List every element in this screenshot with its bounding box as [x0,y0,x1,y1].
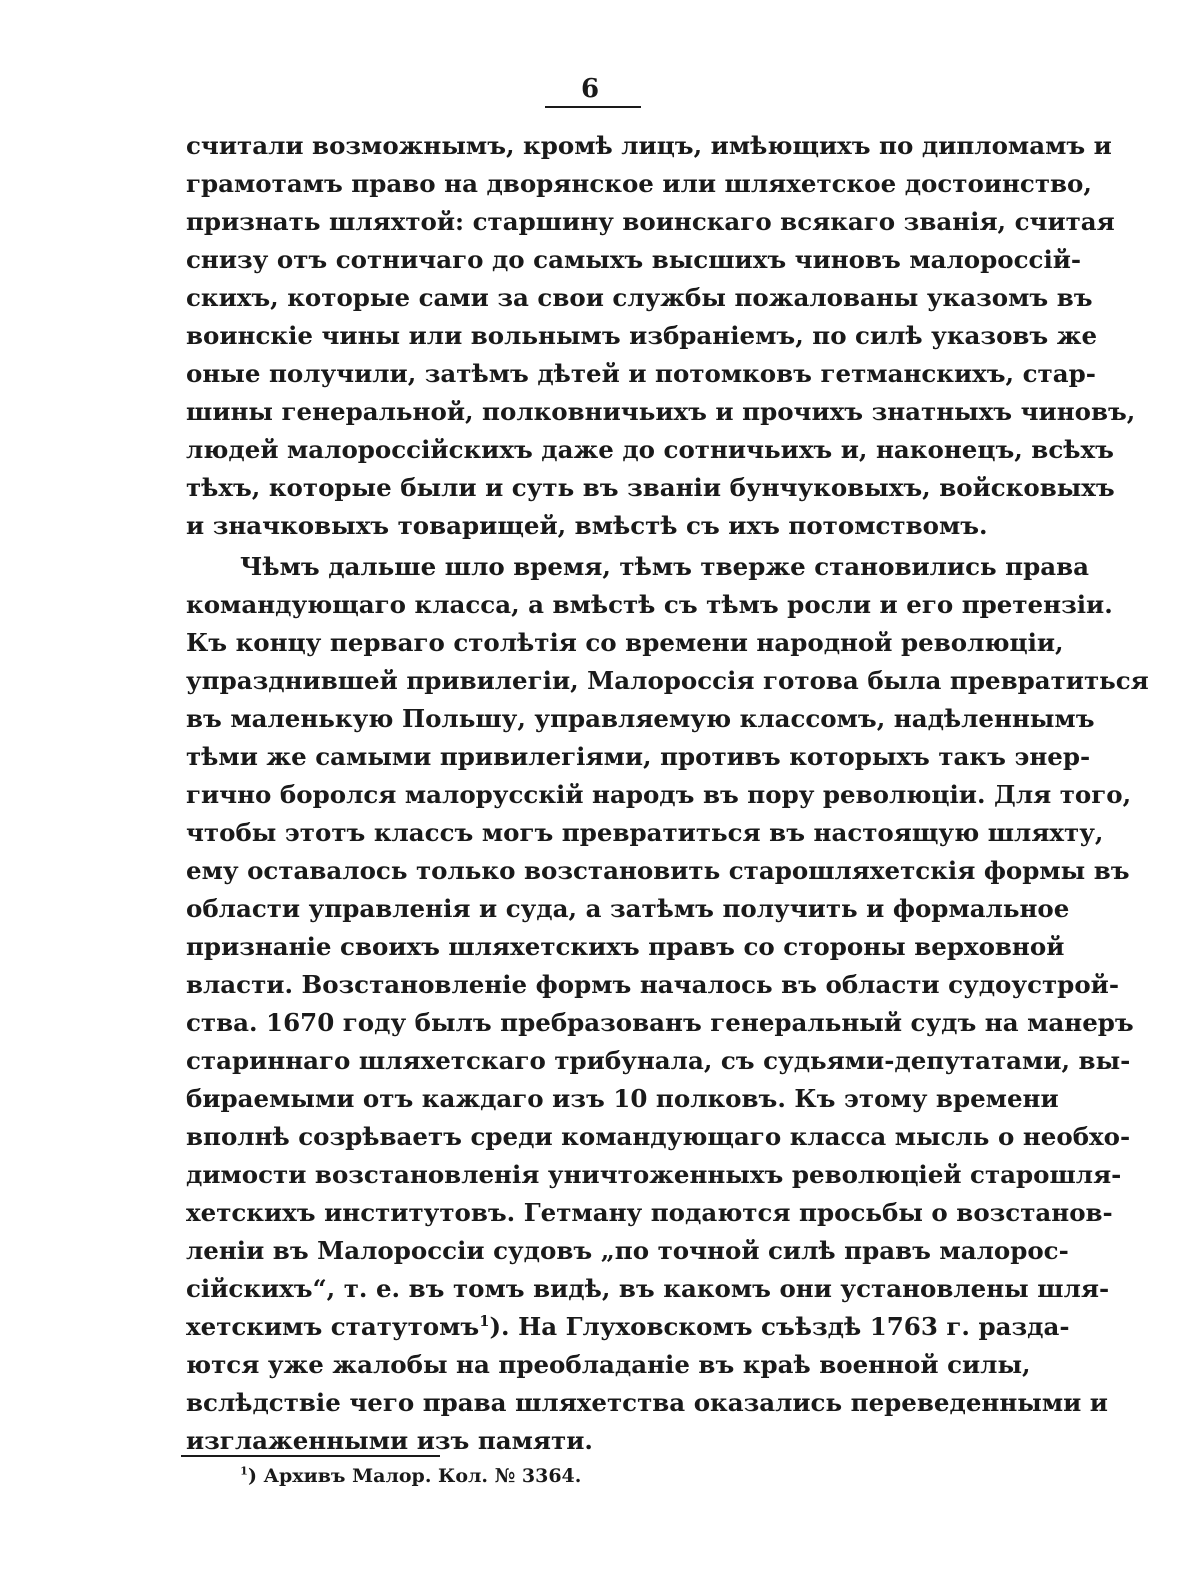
text-line: грамотамъ право на дворянское или шляхетское достоинство, [186,169,1092,198]
text-line: изглаженными изъ памяти. [186,1426,593,1455]
text-line: и значковыхъ товарищей, вмѣстѣ съ ихъ потомствомъ. [186,511,988,540]
text-line: упразднившей привилегіи, Малороссія готова была превратиться [186,666,1149,695]
text-line: сійскихъ“, т. е. въ томъ видѣ, въ какомъ они установлены шля- [186,1274,1110,1303]
footnote-mark: 1 [240,1463,248,1478]
text-line: димости возстановленія уничтоженныхъ революціей старошля- [186,1160,1122,1189]
text-fragment: ). На Глуховскомъ съѣздѣ 1763 г. разда- [489,1312,1070,1341]
text-line: чтобы этотъ классъ могъ превратиться въ настоящую шляхту, [186,818,1104,847]
text-fragment: хетскимъ статутомъ [186,1312,480,1341]
text-line: признаніе своихъ шляхетскихъ правъ со стороны верховной [186,932,1065,961]
text-line: хетскихъ институтовъ. Гетману подаются просьбы о возстанов- [186,1198,1113,1227]
footnote-rule [181,1455,440,1457]
text-line: области управленія и суда, а затѣмъ получить и формальное [186,894,1070,923]
page-number: 6 [580,74,600,104]
text-line: власти. Возстановленіе формъ началось въ области судоустрой- [186,970,1119,999]
text-line: ются уже жалобы на преобладаніе въ краѣ военной силы, [186,1350,1031,1379]
text-line: скихъ, которые сами за свои службы пожалованы указомъ въ [186,283,1093,312]
body-text [186,127,1149,1460]
text-line: Чѣмъ дальше шло время, тѣмъ тверже становились права [240,552,1090,581]
text-line: Къ концу перваго столѣтія со времени народной революціи, [186,628,1064,657]
text-line: леніи въ Малороссіи судовъ „по точной силѣ правъ малорос- [186,1236,1069,1265]
text-line: бираемыми отъ каждаго изъ 10 полковъ. Къ этому времени [186,1084,1059,1113]
text-line: считали возможнымъ, кромѣ лицъ, имѣющихъ по дипломамъ и [186,131,1112,160]
text-line: вслѣдствіе чего права шляхетства оказались переведенными и [186,1388,1108,1417]
text-line: снизу отъ сотничаго до самыхъ высшихъ чиновъ малороссій- [186,245,1082,274]
text-line: людей малороссійскихъ даже до сотничьихъ и, наконецъ, всѣхъ [186,435,1114,464]
footnote-text: Архивъ Малор. Кол. № 3364. [256,1465,582,1487]
text-line: въ маленькую Польшу, управляемую классомъ, надѣленнымъ [186,704,1095,733]
text-line: стариннаго шляхетскаго трибунала, съ судьями-депутатами, вы- [186,1046,1131,1075]
text-line: ему оставалось только возстановить старошляхетскія формы въ [186,856,1130,885]
text-line-with-footnote-ref [186,1308,1070,1346]
footnote [240,1462,581,1490]
page-number-rule [545,106,641,108]
paragraph-2 [186,548,1149,1460]
text-line: шины генеральной, полковничьихъ и прочихъ знатныхъ чиновъ, [186,397,1136,426]
text-line: тѣхъ, которые были и суть въ званіи бунчуковыхъ, войсковыхъ [186,473,1115,502]
text-line: оные получили, затѣмъ дѣтей и потомковъ гетманскихъ, стар- [186,359,1096,388]
text-line: гично боролся малорусскій народъ въ пору революціи. Для того, [186,780,1132,809]
paragraph-1 [186,127,1136,545]
text-line: тѣми же самыми привилегіями, противъ которыхъ такъ энер- [186,742,1091,771]
text-line: ства. 1670 году былъ пребразованъ генеральный судъ на манеръ [186,1008,1134,1037]
text-line: командующаго класса, а вмѣстѣ съ тѣмъ росли и его претензіи. [186,590,1113,619]
text-line: воинскіе чины или вольнымъ избраніемъ, по силѣ указовъ же [186,321,1098,350]
footnote-reference: 1 [479,1312,490,1330]
text-line: признать шляхтой: старшину воинскаго всякаго званія, считая [186,207,1115,236]
text-line: вполнѣ созрѣваетъ среди командующаго класса мысль о необхо- [186,1122,1131,1151]
footnote-mark-suffix: ) [247,1465,257,1487]
